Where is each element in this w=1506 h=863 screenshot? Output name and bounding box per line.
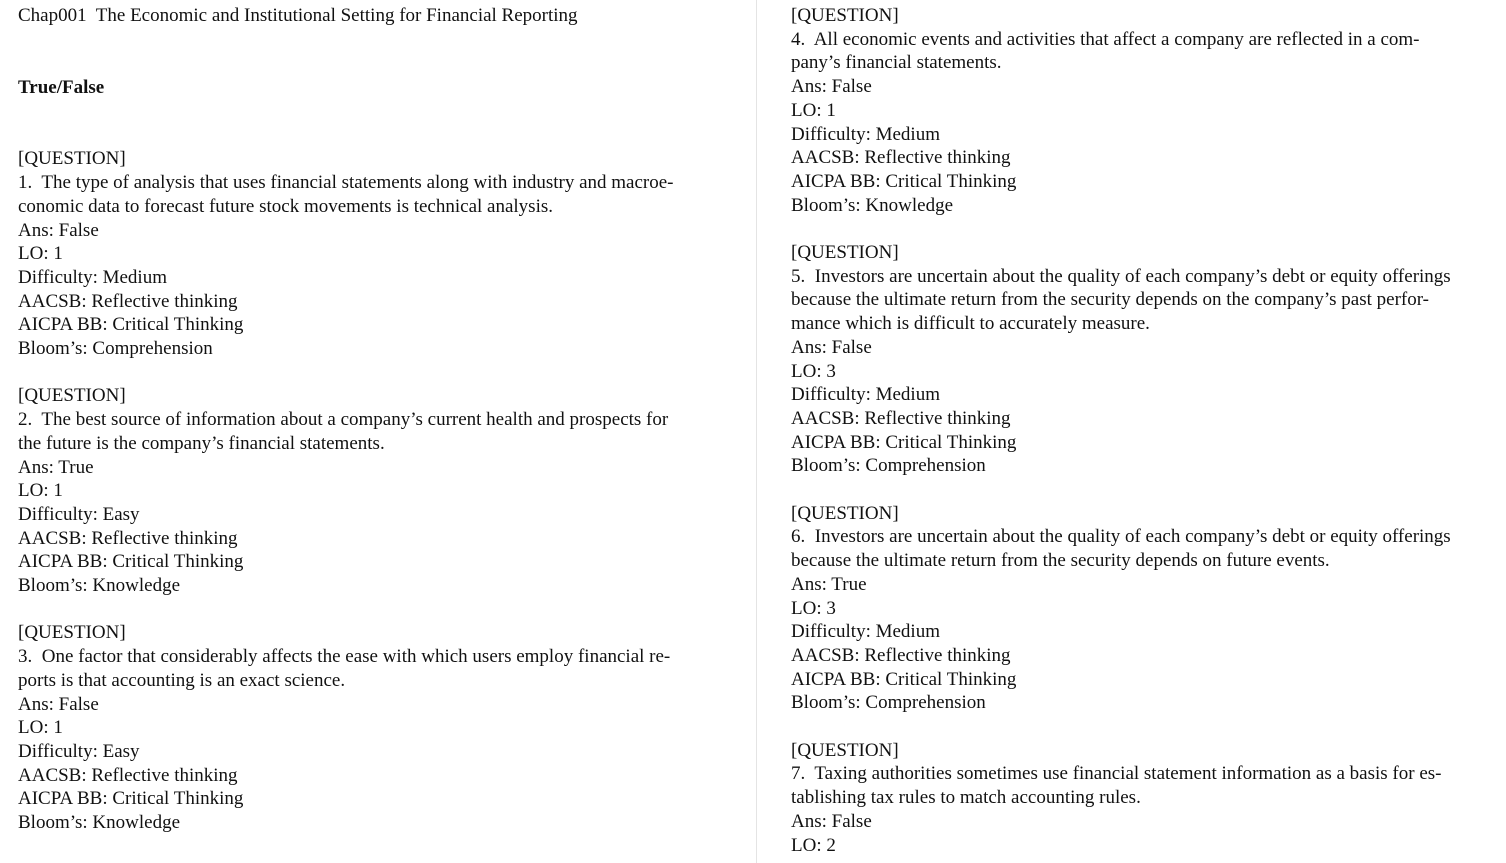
question-text-line: because the ultimate return from the security depends on the company’s past perfor- <box>791 289 1430 311</box>
question-tag: [QUESTION] <box>791 502 899 524</box>
question-text <box>791 525 1491 572</box>
aacsb-line: AACSB: Reflective thinking <box>791 407 1011 429</box>
question-block <box>18 621 757 834</box>
question-block <box>18 384 757 597</box>
aicpa-line: AICPA BB: Critical Thinking <box>791 668 1017 690</box>
blooms-line: Bloom’s: Knowledge <box>18 812 181 834</box>
aicpa-line: AICPA BB: Critical Thinking <box>18 551 244 573</box>
question-text <box>791 28 1491 75</box>
question-text-line: 7. Taxing authorities sometimes use financial statement information as a basis for es- <box>791 763 1442 785</box>
learning-objective-line: LO: 1 <box>18 243 63 265</box>
question-text-line: pany’s financial statements. <box>791 52 1002 74</box>
question-text-line: 6. Investors are uncertain about the quality of each company’s debt or equity offerings <box>791 526 1451 548</box>
difficulty-line: Difficulty: Easy <box>18 740 140 762</box>
question-text-line: conomic data to forecast future stock movements is technical analysis. <box>18 195 553 217</box>
question-block <box>791 4 1506 217</box>
answer-line: Ans: True <box>18 456 94 478</box>
question-text <box>18 408 718 455</box>
question-text-line: 2. The best source of information about a company’s current health and prospects for <box>18 409 669 431</box>
question-text-line: 4. All economic events and activities that affect a company are reflected in a com- <box>791 28 1420 50</box>
aacsb-line: AACSB: Reflective thinking <box>791 644 1011 666</box>
aacsb-line: AACSB: Reflective thinking <box>18 764 238 786</box>
blooms-line: Bloom’s: Comprehension <box>791 455 986 477</box>
chapter-header <box>18 4 757 28</box>
learning-objective-line: LO: 1 <box>18 480 63 502</box>
blooms-line: Bloom’s: Comprehension <box>791 692 986 714</box>
blooms-line: Bloom’s: Knowledge <box>18 575 181 597</box>
question-text <box>18 645 718 692</box>
question-text-line: the future is the company’s financial statements. <box>18 432 385 454</box>
chapter-title: The Economic and Institutional Setting for Financial Reporting <box>95 5 578 26</box>
answer-line: Ans: False <box>18 219 99 241</box>
left-question-list <box>18 147 757 834</box>
aicpa-line: AICPA BB: Critical Thinking <box>18 788 244 810</box>
chapter-number: Chap001 <box>18 5 87 26</box>
answer-line: Ans: True <box>791 573 867 595</box>
question-tag: [QUESTION] <box>791 739 899 761</box>
question-block <box>791 739 1506 858</box>
question-tag: [QUESTION] <box>18 385 126 407</box>
question-tag: [QUESTION] <box>18 148 126 170</box>
answer-line: Ans: False <box>791 336 872 358</box>
question-tag: [QUESTION] <box>18 622 126 644</box>
learning-objective-line: LO: 1 <box>791 99 836 121</box>
question-text-line: tablishing tax rules to match accounting rules. <box>791 787 1141 809</box>
aicpa-line: AICPA BB: Critical Thinking <box>18 314 244 336</box>
difficulty-line: Difficulty: Medium <box>791 621 940 643</box>
learning-objective-line: LO: 1 <box>18 717 63 739</box>
blooms-line: Bloom’s: Comprehension <box>18 338 213 360</box>
question-text <box>791 762 1491 809</box>
question-text <box>791 265 1491 336</box>
question-tag: [QUESTION] <box>791 5 899 26</box>
aacsb-line: AACSB: Reflective thinking <box>791 147 1011 169</box>
question-block <box>791 502 1506 715</box>
right-question-list <box>791 4 1506 857</box>
aacsb-line: AACSB: Reflective thinking <box>18 290 238 312</box>
difficulty-line: Difficulty: Medium <box>791 123 940 145</box>
blooms-line: Bloom’s: Knowledge <box>791 194 954 216</box>
learning-objective-line: LO: 3 <box>791 597 836 619</box>
question-text-line: because the ultimate return from the security depends on future events. <box>791 550 1330 572</box>
learning-objective-line: LO: 2 <box>791 834 836 856</box>
answer-line: Ans: False <box>18 693 99 715</box>
difficulty-line: Difficulty: Easy <box>18 503 140 525</box>
learning-objective-line: LO: 3 <box>791 360 836 382</box>
answer-line: Ans: False <box>791 810 872 832</box>
question-block <box>791 241 1506 478</box>
question-text-line: 1. The type of analysis that uses financial statements along with industry and macroe- <box>18 172 674 194</box>
difficulty-line: Difficulty: Medium <box>791 384 940 406</box>
question-text-line: 5. Investors are uncertain about the quality of each company’s debt or equity offerings <box>791 265 1451 287</box>
aicpa-line: AICPA BB: Critical Thinking <box>791 431 1017 453</box>
question-tag: [QUESTION] <box>791 242 899 264</box>
question-text <box>18 171 718 218</box>
right-page <box>757 0 1506 863</box>
question-text-line: 3. One factor that considerably affects the ease with which users employ financial re- <box>18 646 671 668</box>
question-block <box>18 147 757 360</box>
answer-line: Ans: False <box>791 76 872 98</box>
question-text-line: ports is that accounting is an exact science. <box>18 669 346 691</box>
difficulty-line: Difficulty: Medium <box>18 266 167 288</box>
section-heading: True/False <box>18 76 105 98</box>
aacsb-line: AACSB: Reflective thinking <box>18 527 238 549</box>
aicpa-line: AICPA BB: Critical Thinking <box>791 170 1017 192</box>
question-text-line: mance which is difficult to accurately measure. <box>791 313 1150 335</box>
